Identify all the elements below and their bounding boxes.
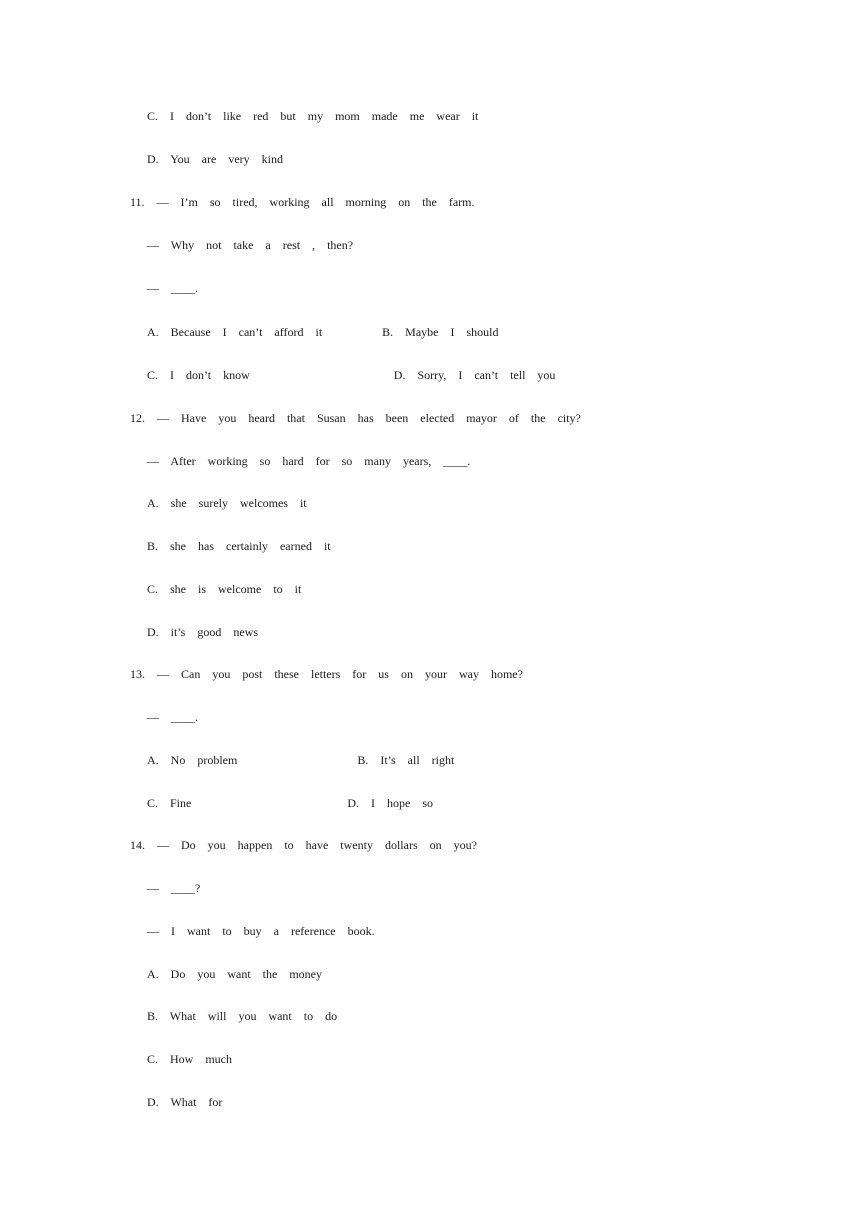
q12-option-b: B. she has certainly earned it: [147, 539, 331, 553]
q13-options-cd: C. Fine D. I hope so: [147, 796, 433, 810]
q13-blank: — ____.: [147, 710, 198, 724]
q11-question: 11. — I’m so tired, working all morning on the farm.: [130, 195, 475, 209]
q12-option-c: C. she is welcome to it: [147, 582, 302, 596]
q10-option-d: D. You are very kind: [147, 152, 283, 166]
q14-option-d: D. What for: [147, 1095, 223, 1109]
q12-dialogue-line: — After working so hard for so many years, ____.: [147, 454, 471, 468]
q14-option-b: B. What will you want to do: [147, 1009, 338, 1023]
q13-question: 13. — Can you post these letters for us on your way home?: [130, 667, 523, 681]
q14-dialogue-line: — I want to buy a reference book.: [147, 924, 375, 938]
q14-question: 14. — Do you happen to have twenty dollars on you?: [130, 838, 477, 852]
q11-dialogue-line: — Why not take a rest , then?: [147, 238, 354, 252]
q13-options-ab: A. No problem B. It’s all right: [147, 753, 455, 767]
q12-question: 12. — Have you heard that Susan has been elected mayor of the city?: [130, 411, 581, 425]
q14-option-a: A. Do you want the money: [147, 967, 322, 981]
q12-option-a: A. she surely welcomes it: [147, 496, 307, 510]
q11-blank: — ____.: [147, 281, 198, 295]
q14-blank: — ____?: [147, 881, 201, 895]
q12-option-d: D. it’s good news: [147, 625, 258, 639]
q11-options-cd: C. I don’t know D. Sorry, I can’t tell you: [147, 368, 556, 382]
q14-option-c: C. How much: [147, 1052, 232, 1066]
q11-options-ab: A. Because I can’t afford it B. Maybe I should: [147, 325, 499, 339]
q10-option-c: C. I don’t like red but my mom made me wear it: [147, 109, 479, 123]
